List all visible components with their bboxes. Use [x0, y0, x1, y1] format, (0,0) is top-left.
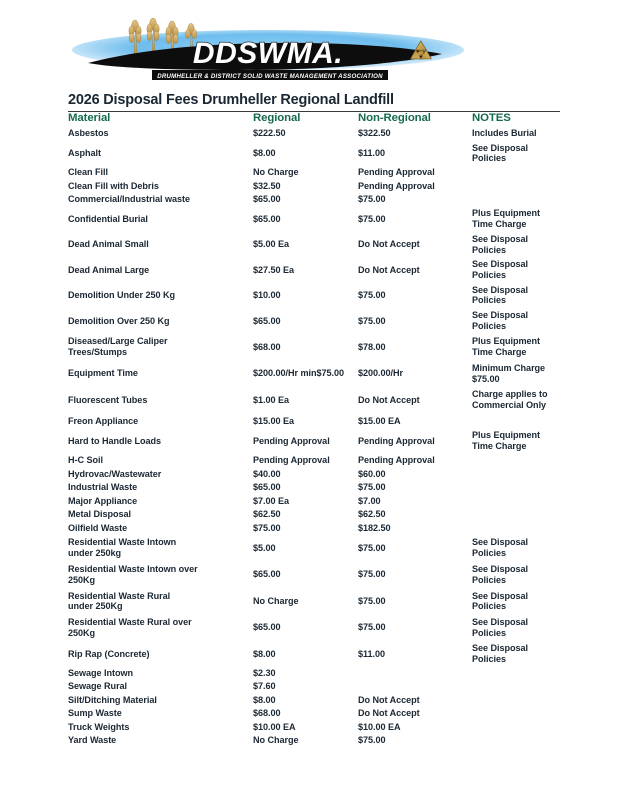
cell-material: Diseased/Large Caliper Trees/Stumps: [68, 336, 168, 357]
cell-notes: [472, 481, 562, 495]
column-header-notes: NOTES: [472, 112, 511, 124]
logo-graphic: [70, 16, 470, 84]
cell-notes: [472, 734, 562, 748]
cell-notes: See Disposal Policies: [472, 617, 529, 638]
cell-regional: $7.00 Ea: [253, 495, 290, 506]
cell-non-regional: Pending Approval: [358, 435, 435, 446]
table-row: [68, 414, 562, 429]
table-row: [68, 521, 562, 535]
table-row: [68, 588, 562, 615]
cell-non-regional: $75.00: [358, 735, 386, 746]
table-row: [68, 206, 562, 231]
table-row: [68, 615, 562, 642]
column-header-material: Material: [68, 112, 111, 124]
cell-non-regional: [358, 680, 472, 694]
cell-material: Major Appliance: [68, 495, 138, 506]
cell-non-regional: $7.00: [358, 495, 381, 506]
page-title: 2026 Disposal Fees Drumheller Regional Landfill: [68, 92, 560, 112]
cell-notes: Minimum Charge $75.00: [472, 362, 546, 384]
cell-regional: Pending Approval: [253, 435, 330, 446]
cell-notes: [472, 179, 562, 193]
cell-notes: See Disposal Policies: [472, 643, 529, 664]
disposal-fees-table: [68, 112, 562, 748]
cell-notes: [472, 694, 562, 708]
table-row: [68, 232, 562, 257]
table-row: [68, 179, 562, 193]
cell-notes: Plus Equipment Time Charge: [472, 208, 541, 230]
cell-notes: [472, 667, 562, 681]
cell-regional: Pending Approval: [253, 455, 330, 466]
cell-material: Yard Waste: [68, 735, 117, 746]
cell-material: Freon Appliance: [68, 415, 139, 426]
cell-material: Rip Rap (Concrete): [68, 648, 150, 659]
table-row: [68, 467, 562, 481]
cell-non-regional: $75.00: [358, 290, 386, 301]
cell-material: Truck Weights: [68, 721, 130, 732]
cell-material: Hydrovac/Wastewater: [68, 468, 162, 479]
cell-regional: $5.00 Ea: [253, 239, 290, 250]
cell-non-regional: Pending Approval: [358, 167, 435, 178]
column-header-non-regional: Non-Regional: [358, 112, 431, 124]
cell-non-regional: $182.50: [358, 522, 391, 533]
cell-material: Sewage Rural: [68, 681, 128, 692]
cell-material: Clean Fill: [68, 167, 108, 178]
cell-regional: $65.00: [253, 622, 281, 633]
cell-notes: See Disposal Policies: [472, 310, 529, 331]
cell-material: Dead Animal Small: [68, 239, 149, 250]
cell-notes: [472, 454, 562, 468]
cell-notes: See Disposal Policies: [472, 590, 529, 612]
cell-regional: No Charge: [253, 167, 299, 178]
cell-regional: $65.00: [253, 482, 281, 493]
cell-regional: $40.00: [253, 468, 281, 479]
ddswma-logo: [70, 16, 470, 84]
cell-notes: See Disposal Policies: [472, 233, 529, 255]
title-block: [68, 92, 560, 112]
cell-regional: $15.00 Ea: [253, 415, 295, 426]
cell-notes: [472, 494, 562, 508]
table-row: [68, 283, 562, 308]
cell-material: H-C Soil: [68, 455, 103, 466]
cell-non-regional: $60.00: [358, 468, 386, 479]
cell-regional: $7.60: [253, 681, 276, 692]
cell-notes: See Disposal Policies: [472, 284, 529, 306]
table-row: [68, 428, 562, 453]
cell-non-regional: $11.00: [358, 648, 386, 659]
cell-non-regional: $75.00: [358, 622, 386, 633]
table-row: [68, 707, 562, 721]
table-row: [68, 127, 562, 141]
cell-notes: [472, 467, 562, 481]
cell-non-regional: $11.00: [358, 147, 386, 158]
cell-non-regional: Do Not Accept: [358, 239, 420, 250]
cell-regional: $10.00: [253, 290, 281, 301]
cell-material: Equipment Time: [68, 368, 138, 379]
table-row: [68, 387, 562, 414]
table-row: [68, 166, 562, 180]
cell-non-regional: $10.00 EA: [358, 721, 401, 732]
cell-material: Metal Disposal: [68, 509, 131, 520]
cell-regional: $65.00: [253, 194, 281, 205]
cell-non-regional: Do Not Accept: [358, 264, 420, 275]
cell-material: Industrial Waste: [68, 482, 138, 493]
cell-non-regional: $75.00: [358, 569, 386, 580]
cell-non-regional: Do Not Accept: [358, 708, 420, 719]
cell-regional: $2.30: [253, 667, 276, 678]
cell-material: Residential Waste Rural under 250Kg: [68, 590, 171, 612]
cell-regional: $5.00: [253, 542, 276, 553]
cell-non-regional: $78.00: [358, 341, 386, 352]
table-row: [68, 694, 562, 708]
table-row: [68, 667, 562, 681]
cell-regional: $65.00: [253, 315, 281, 326]
cell-notes: [472, 721, 562, 735]
cell-material: Oilfield Waste: [68, 522, 128, 533]
table-row: [68, 535, 562, 562]
cell-regional: $68.00: [253, 341, 281, 352]
logo-tagline: DRUMHELLER & DISTRICT SOLID WASTE MANAGEMENT ASSOCIATION: [157, 72, 383, 80]
table-row: [68, 561, 562, 588]
cell-regional: $200.00/Hr min$75.00: [253, 368, 345, 379]
table-header-row: [68, 112, 562, 127]
cell-material: Dead Animal Large: [68, 264, 150, 275]
cell-material: Commercial/Industrial waste: [68, 194, 190, 205]
cell-non-regional: $75.00: [358, 315, 386, 326]
table-row: [68, 641, 562, 666]
cell-non-regional: Pending Approval: [358, 455, 435, 466]
cell-non-regional: $75.00: [358, 542, 386, 553]
cell-material: Asbestos: [68, 128, 109, 139]
table-row: [68, 334, 562, 361]
cell-non-regional: $62.50: [358, 509, 386, 520]
cell-notes: Charge applies to Commercial Only: [472, 389, 548, 411]
cell-material: Fluorescent Tubes: [68, 394, 148, 405]
cell-regional: $8.00: [253, 694, 276, 705]
table-row: [68, 360, 562, 387]
cell-regional: $75.00: [253, 522, 281, 533]
cell-notes: Plus Equipment Time Charge: [472, 430, 541, 451]
cell-non-regional: $75.00: [358, 213, 386, 224]
cell-non-regional: $75.00: [358, 482, 386, 493]
table-row: [68, 680, 562, 694]
logo-acronym: DDSWMA.: [192, 37, 344, 70]
cell-notes: See Disposal Policies: [472, 142, 529, 164]
column-header-regional: Regional: [253, 112, 301, 124]
cell-non-regional: $322.50: [358, 128, 391, 139]
cell-notes: [472, 508, 562, 522]
table-row: [68, 494, 562, 508]
table-row: [68, 308, 562, 333]
cell-material: Confidential Burial: [68, 213, 148, 224]
cell-non-regional: $15.00 EA: [358, 415, 401, 426]
cell-regional: $32.50: [253, 180, 281, 191]
cell-notes: Plus Equipment Time Charge: [472, 336, 541, 357]
cell-material: Sump Waste: [68, 708, 122, 719]
cell-notes: [472, 193, 562, 207]
cell-notes: [472, 680, 562, 694]
cell-notes: [472, 166, 562, 180]
cell-regional: $222.50: [253, 128, 286, 139]
cell-notes: [472, 414, 562, 429]
table-row: [68, 721, 562, 735]
cell-regional: $8.00: [253, 648, 276, 659]
cell-non-regional: Pending Approval: [358, 180, 435, 191]
table-row: [68, 257, 562, 282]
cell-non-regional: $75.00: [358, 595, 386, 606]
cell-material: Asphalt: [68, 147, 101, 158]
cell-non-regional: $75.00: [358, 194, 386, 205]
table-row: [68, 193, 562, 207]
cell-notes: [472, 707, 562, 721]
cell-material: Hard to Handle Loads: [68, 435, 161, 446]
cell-regional: $65.00: [253, 213, 281, 224]
cell-material: Sewage Intown: [68, 667, 134, 678]
cell-notes: See Disposal Policies: [472, 563, 529, 585]
cell-material: Residential Waste Rural over 250Kg: [68, 617, 192, 638]
cell-material: Silt/Ditching Material: [68, 694, 157, 705]
cell-regional: No Charge: [253, 595, 299, 606]
cell-regional: $65.00: [253, 569, 281, 580]
cell-notes: See Disposal Policies: [472, 537, 529, 558]
table-row: [68, 454, 562, 468]
cell-material: Demolition Over 250 Kg: [68, 315, 170, 326]
cell-regional: $8.00: [253, 147, 276, 158]
cell-material: Residential Waste Intown under 250kg: [68, 537, 177, 558]
cell-non-regional: Do Not Accept: [358, 394, 420, 405]
cell-non-regional: Do Not Accept: [358, 694, 420, 705]
table-body: [68, 127, 562, 748]
table-row: [68, 481, 562, 495]
cell-regional: $62.50: [253, 509, 281, 520]
cell-regional: $1.00 Ea: [253, 394, 290, 405]
cell-regional: $10.00 EA: [253, 721, 296, 732]
cell-notes: Includes Burial: [472, 128, 537, 139]
cell-material: Demolition Under 250 Kg: [68, 290, 175, 301]
cell-material: Clean Fill with Debris: [68, 180, 159, 191]
cell-regional: No Charge: [253, 735, 299, 746]
cell-non-regional: [358, 667, 472, 681]
table-row: [68, 508, 562, 522]
cell-notes: See Disposal Policies: [472, 259, 529, 281]
cell-notes: [472, 521, 562, 535]
cell-regional: $27.50 Ea: [253, 264, 295, 275]
cell-material: Residential Waste Intown over 250Kg: [68, 563, 198, 585]
table-row: [68, 734, 562, 748]
cell-regional: $68.00: [253, 708, 281, 719]
cell-non-regional: $200.00/Hr: [358, 368, 404, 379]
table-row: [68, 141, 562, 166]
